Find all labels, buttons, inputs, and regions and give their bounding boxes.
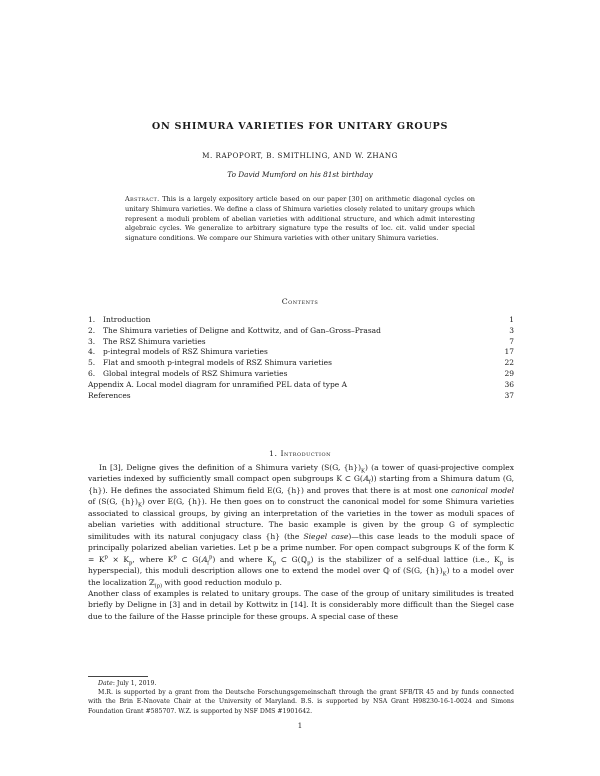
toc-label: References: [88, 390, 131, 400]
toc-page: 22: [504, 358, 514, 368]
paper-authors: M. RAPOPORT, B. SMITHLING, AND W. ZHANG: [202, 151, 398, 160]
section-body: [88, 462, 514, 622]
toc-entry[interactable]: [88, 315, 514, 326]
toc-entry[interactable]: [88, 337, 514, 348]
abstract: [125, 195, 475, 244]
toc-page: 36: [504, 379, 514, 389]
toc-entry[interactable]: [88, 369, 514, 380]
toc-label: Flat and smooth p-integral models of RSZ Shimura varieties: [103, 358, 332, 368]
toc-label: p-integral models of RSZ Shimura varieties: [103, 347, 268, 357]
toc-number: 3.: [88, 336, 96, 346]
toc-entry[interactable]: [88, 391, 514, 402]
toc-label: The Shimura varieties of Deligne and Kottwitz, and of Gan–Gross–Prasad: [103, 325, 381, 335]
toc-number: 2.: [88, 325, 96, 335]
toc-label: Appendix A. Local model diagram for unramified PEL data of type A: [88, 379, 348, 389]
footnote-rule: [88, 676, 148, 677]
abstract-label: Abstract.: [125, 195, 160, 203]
table-of-contents: [88, 315, 514, 401]
toc-number: 4.: [88, 347, 96, 357]
section-heading: 1. Introduction: [269, 449, 331, 458]
toc-number: 1.: [88, 315, 96, 324]
funding-note: M.R. is supported by a grant from the Deutsche Forschungsgemeinschaft through the grant SFB/TR 45 and by funds connected with the Brin E-Nnovate Chair at the University of Maryland. B.S. is supported by NSA Grant H98230-16-1-0024 and Simons Foundation Grant #585707. W.Z. is supported by NSF DMS #1901642.: [88, 689, 514, 715]
abstract-text: This is a largely expository article based on our paper [30] on arithmetic diagonal cycles on unitary Shimura varieties. We define a class of Shimura varieties closely related to unitary groups which represent a moduli problem of abelian varieties with additional structure, and which admit interesting algebraic cycles. We generalize to arbitrary signature type the results of loc. cit. valid under special signature conditions. We compare our Shimura varieties with other unitary Shimura varieties.: [125, 195, 475, 243]
toc-entry[interactable]: [88, 326, 514, 337]
toc-number: 5.: [88, 358, 96, 368]
toc-page: 29: [504, 368, 514, 378]
paper-title: ON SHIMURA VARIETIES FOR UNITARY GROUPS: [151, 121, 449, 132]
contents-heading: Contents: [281, 297, 319, 306]
toc-label: Introduction: [103, 315, 151, 324]
toc-page: 3: [509, 325, 514, 335]
arxiv-stamp: [6, 170, 46, 590]
toc-entry[interactable]: [88, 358, 514, 369]
paragraph: In [3], Deligne gives the definition of a Shimura variety (S(G, $\{h\})_K$) (a tower of quasi-projective complex varieties indexed by sufficiently small compact open subgroups K ⊂ G(𝔸$_f$)) starting from a Shimura datum (G, {h}). He defines the associated Shimum field E(G, {h}) and proves that there is at most one canonical model of (S(G, $\{h\})_K$) over E(G, {h}). He then goes on to construct the canonical model for some Shimura varieties associated to classical groups, by giving an interpretation of the varieties in the tower as moduli spaces of abelian varieties with additional structure. The basic example is given by the group G of symplectic similitudes with its natural conjugacy class {h} (the Siegel case)—this case leads to the moduli space of principally polarized abelian varieties. Let p be a prime number. For open compact subgroups K of the form $K = K^p \times K_p$, where $K^p$ ⊂ G(𝔸$_f^p$) and where $K_p$ ⊂ G(ℚ$_p$) is the stabilizer of a self-dual lattice (i.e., $K_p$ is hyperspecial), this moduli description allows one to extend the model over ℚ of (S(G, $\{h\})_K$) to a model over the localization ℤ$_{(p)}$ with good reduction modulo p.: [88, 463, 515, 590]
date-note: Date: July 1, 2019.: [98, 680, 157, 687]
dedication: To David Mumford on his 81st birthday: [227, 170, 373, 179]
toc-page: 7: [509, 336, 514, 346]
toc-entry[interactable]: [88, 347, 514, 358]
footnotes: [88, 679, 514, 716]
toc-page: 37: [504, 390, 514, 400]
toc-page: 1: [509, 315, 514, 324]
page-number: 1: [297, 722, 303, 730]
toc-entry[interactable]: [88, 380, 514, 391]
toc-label: Global integral models of RSZ Shimura varieties: [103, 368, 288, 378]
toc-page: 17: [504, 347, 514, 357]
paragraph: Another class of examples is related to unitary groups. The case of the group of unitary similitudes is treated briefly by Deligne in [3] and in detail by Kottwitz in [14]. It is considerably more difficult than the Siegel case due to the failure of the Hasse principle for these groups. A special case of these: [88, 588, 514, 621]
toc-label: The RSZ Shimura varieties: [103, 336, 206, 346]
toc-number: 6.: [88, 368, 96, 378]
